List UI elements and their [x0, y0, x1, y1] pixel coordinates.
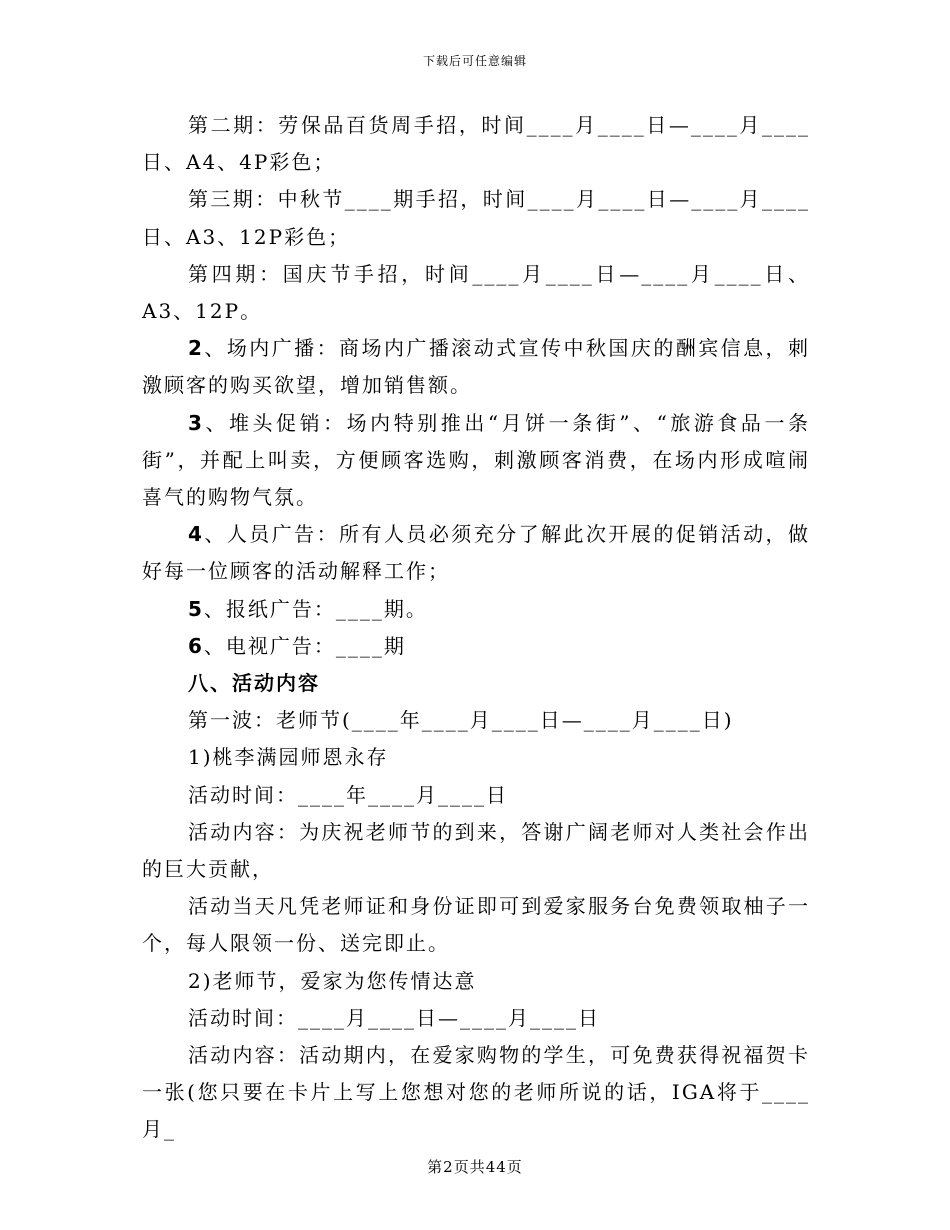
- paragraph: [142, 107, 810, 181]
- paragraph: [142, 739, 810, 776]
- paragraph: [142, 814, 810, 888]
- paragraph-number: 4: [188, 522, 204, 547]
- paragraph: [142, 181, 810, 255]
- paragraph-text: 第四期：国庆节手招，时间____月____日—____月____日、 A3、12P。: [142, 261, 844, 324]
- document-body: [142, 107, 844, 1149]
- paragraph-number: 3: [188, 410, 204, 435]
- page-footer: 第2页共44页: [427, 1158, 523, 1176]
- paragraph-text: 、报纸广告：____期。: [203, 596, 428, 621]
- paragraph-text: 2)老师节，爱家为您传情达意: [188, 968, 477, 993]
- paragraph: [142, 405, 810, 517]
- paragraph: [142, 330, 810, 404]
- paragraph: [142, 777, 810, 814]
- paragraph-text: 第一波：老师节(____年____月____日—____月____日): [188, 708, 734, 733]
- paragraph-text: 活动时间：____月____日—____月____日: [188, 1005, 600, 1030]
- paragraph-text: 1)桃李满园师恩永存: [188, 745, 389, 770]
- paragraph-text: 活动内容：为庆祝老师节的到来，答谢广阔老师对人类社会作出的巨大贡献，: [142, 819, 810, 882]
- paragraph: [142, 591, 810, 628]
- paragraph: [142, 702, 810, 739]
- paragraph: [142, 256, 844, 330]
- paragraph-text: 活动时间：____年____月____日: [188, 782, 508, 807]
- page-header: 下载后可任意编辑: [422, 54, 527, 68]
- paragraph-text: 第三期：中秋节____期手招，时间____月____日—____月____日、A3、12P彩色；: [142, 187, 810, 249]
- paragraph: [142, 1037, 810, 1149]
- paragraph: [142, 963, 810, 1000]
- paragraph-number: 5: [188, 596, 204, 621]
- paragraph-text: 第二期：劳保品百货周手招，时间____月____日—____月____日、A4、4P彩色；: [142, 113, 810, 175]
- paragraph: [142, 1000, 810, 1037]
- paragraph-text: 、电视广告：____期: [203, 633, 406, 658]
- paragraph-text: 八、活动内容: [188, 671, 320, 696]
- paragraph: [142, 516, 810, 590]
- paragraph-text: 活动当天凡凭老师证和身份证即可到爱家服务台免费领取柚子一个，每人限领一份、送完即止。: [142, 894, 810, 956]
- section-heading: [142, 665, 810, 702]
- paragraph-text: 活动内容：活动期内，在爱家购物的学生，可免费获得祝福贺卡一张(您只要在卡片上写上您想对您的老师所说的话，IGA将于____月_: [142, 1043, 810, 1142]
- paragraph-text: 、堆头促销：场内特别推出“月饼一条街”、“旅游食品一条街”，并配上叫卖，方便顾客选购，刺激顾客消费，在场内形成喧闹喜气的购物气氛。: [142, 410, 810, 510]
- paragraph: [142, 888, 810, 962]
- paragraph-text: 、人员广告：所有人员必须充分了解此次开展的促销活动，做好每一位顾客的活动解释工作；: [142, 522, 810, 584]
- paragraph: [142, 628, 810, 665]
- paragraph-number: 6: [188, 633, 204, 658]
- paragraph-number: 2: [188, 336, 204, 361]
- paragraph-text: 、场内广播：商场内广播滚动式宣传中秋国庆的酬宾信息，刺激顾客的购买欲望，增加销售额。: [142, 336, 810, 398]
